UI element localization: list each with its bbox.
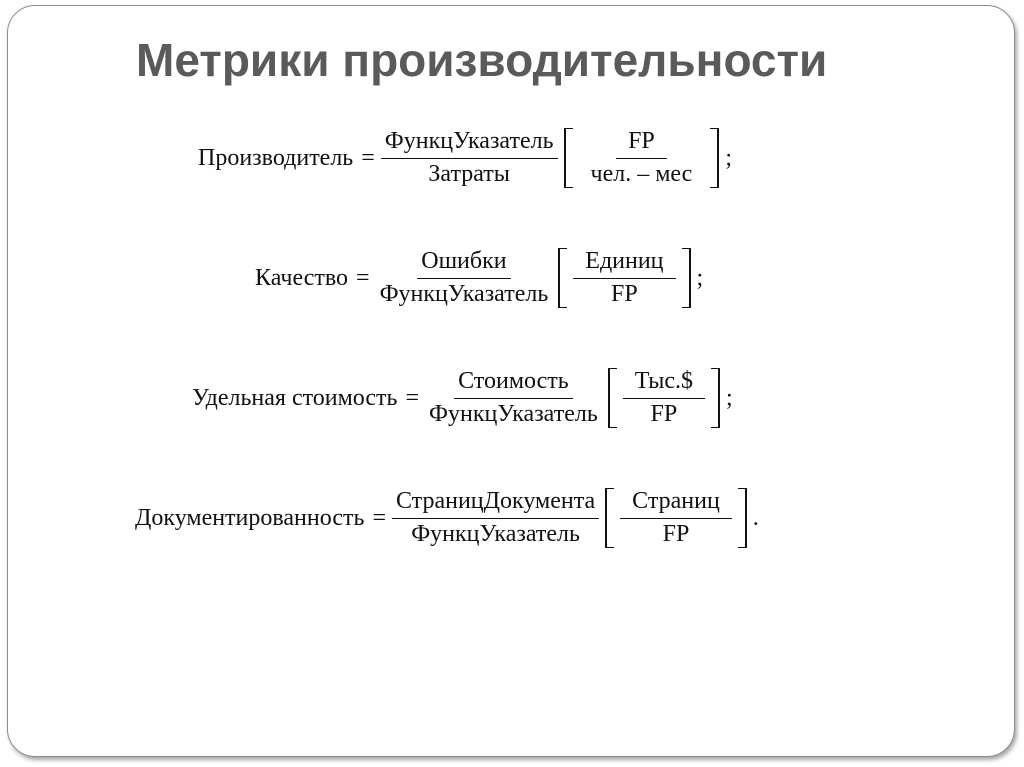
unit-fraction (567, 248, 681, 308)
unit-denominator: FP (662, 520, 690, 547)
formula-lhs: Удельная стоимость (192, 384, 398, 411)
equals-sign: = (356, 264, 370, 291)
fraction-denominator: ФункцУказатель (411, 520, 580, 547)
slide (7, 5, 1015, 757)
left-bracket (564, 128, 573, 188)
right-bracket (711, 368, 720, 428)
left-bracket (608, 368, 617, 428)
formula-lhs: Качество (255, 264, 349, 291)
right-bracket (738, 488, 747, 548)
unit-numerator: Тыс.$ (623, 368, 705, 399)
equals-sign: = (361, 144, 375, 171)
formula-terminator: . (752, 504, 759, 531)
fraction-numerator: Стоимость (454, 368, 573, 399)
unit-fraction (614, 488, 738, 548)
unit-bracket-group (608, 368, 720, 428)
formula-quality (255, 248, 703, 308)
fraction-denominator: ФункцУказатель (379, 280, 549, 307)
right-bracket (682, 248, 691, 308)
unit-bracket-group (605, 488, 747, 548)
fraction-numerator: ФункцУказатель (381, 128, 558, 159)
fraction-denominator: Затраты (428, 160, 510, 187)
formula-unit-cost (192, 368, 733, 428)
fraction (376, 248, 553, 308)
equals-sign: = (372, 504, 386, 531)
formula-documentation (135, 488, 759, 548)
slide-title: Метрики производительности (136, 34, 828, 86)
formula-lhs: Документированность (135, 504, 365, 531)
fraction (381, 128, 558, 188)
unit-denominator: FP (611, 280, 638, 307)
left-bracket (605, 488, 614, 548)
equals-sign: = (405, 384, 420, 411)
fraction (392, 488, 599, 548)
formula-terminator: ; (725, 144, 732, 171)
unit-fraction (617, 368, 711, 428)
formula-terminator: ; (726, 384, 733, 411)
formula-productivity (198, 128, 732, 188)
right-bracket (710, 128, 719, 188)
unit-numerator: FP (616, 128, 667, 159)
left-bracket (558, 248, 567, 308)
fraction-numerator: Ошибки (417, 248, 510, 279)
unit-denominator: FP (650, 400, 678, 427)
fraction-denominator: ФункцУказатель (429, 400, 598, 427)
unit-bracket-group (564, 128, 720, 188)
fraction (425, 368, 602, 428)
unit-numerator: Единиц (573, 248, 675, 279)
formula-lhs: Производитель (198, 144, 354, 171)
unit-bracket-group (558, 248, 690, 308)
formula-terminator: ; (696, 264, 704, 291)
unit-numerator: Страниц (620, 488, 732, 519)
unit-fraction (573, 128, 711, 188)
unit-denominator: чел. – мес (590, 160, 693, 187)
fraction-numerator: СтраницДокумента (392, 488, 599, 519)
